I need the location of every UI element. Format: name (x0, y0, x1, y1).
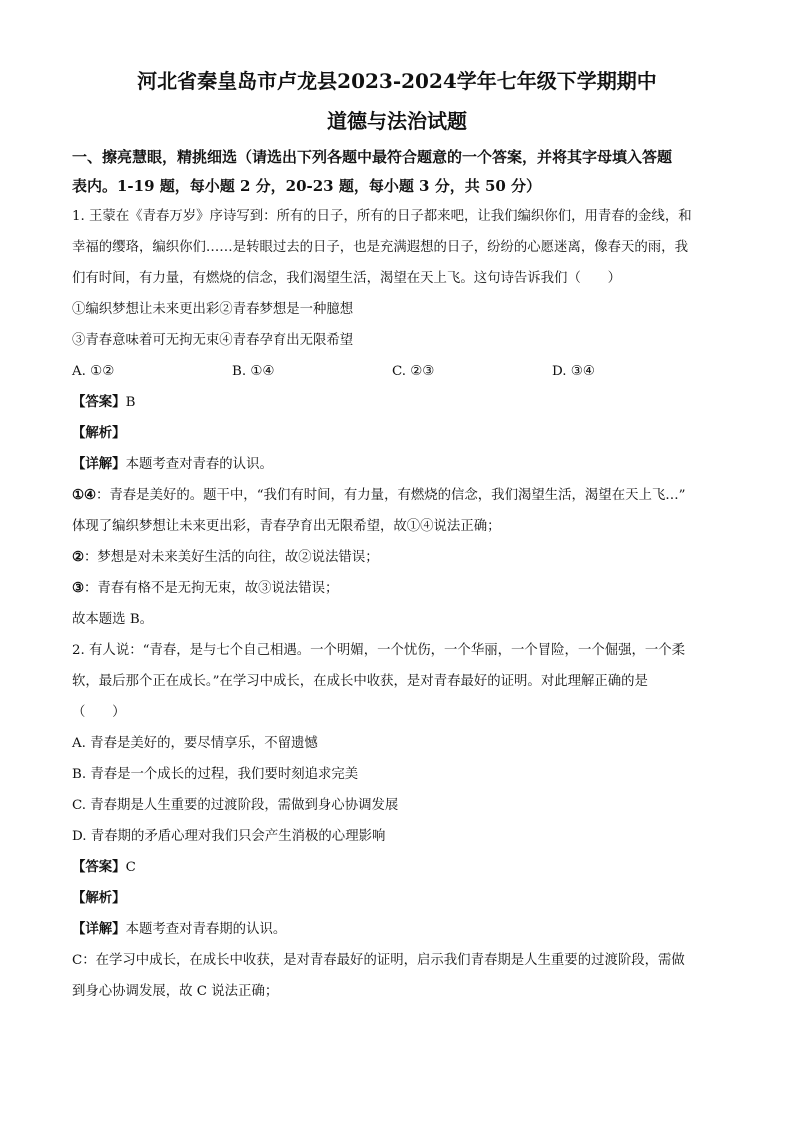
question-2-stem-line-1: 2. 有人说：“青春，是与七个自己相遇。一个明媚，一个忧伤，一个华丽，一个冒险，一个倔强，一个柔 (72, 643, 686, 658)
question-1-stem-line-2: 幸福的缨珞，编织你们……是转眼过去的日子，也是充满遐想的日子，纷纷的心愿迷离，像春天的雨，我 (72, 240, 688, 255)
question-2-explain-line-1: C：在学习中成长，在成长中收获，是对青春最好的证明，启示我们青春期是人生重要的过渡阶段，需做 (72, 953, 685, 968)
detail-label: 【详解】 (72, 456, 126, 472)
exam-title-line-1: 河北省秦皇岛市卢龙县2023-2024学年七年级下学期期中 (137, 69, 657, 93)
explain-tag: ② (72, 549, 85, 565)
question-1-detail (72, 449, 722, 480)
section-1-heading-line-1: 一、擦亮慧眼，精挑细选（请选出下列各题中最符合题意的一个答案，并将其字母填入答题 (72, 148, 673, 166)
detail-label: 【详解】 (72, 921, 126, 937)
explain-text: 体现了编织梦想让未来更出彩，青春孕育出无限希望，故①④说法正确； (72, 519, 501, 534)
question-1-explain-line-2 (72, 511, 722, 542)
question-2-detail (72, 914, 722, 945)
question-1-statements-line-2: ③青春意味着可无拘无束④青春孕育出无限希望 (72, 333, 354, 348)
question-2-analysis-label (72, 883, 722, 914)
answer-value: C (125, 860, 136, 875)
question-2-option-b: B. 青春是一个成长的过程，我们要时刻追求完美 (72, 767, 359, 782)
question-2-stem-line-2: 软，最后那个正在成长。”在学习中成长，在成长中收获，是对青春最好的证明。对此理解正确的是 (72, 674, 648, 689)
explain-text: ：青春有格不是无拘无束，故③说法错误； (84, 581, 339, 596)
question-1-explain-line-3 (72, 542, 722, 573)
explain-tag: ③ (72, 580, 85, 596)
question-2-option-c: C. 青春期是人生重要的过渡阶段，需做到身心协调发展 (72, 798, 399, 813)
question-1-analysis-label (72, 418, 722, 449)
answer-label: 【答案】 (72, 394, 126, 410)
question-1-explain-line-1 (72, 480, 722, 511)
question-1-option-d: D. ③④ (552, 364, 595, 379)
detail-text: 本题考查对青春期的认识。 (125, 922, 287, 937)
question-1-conclusion: 故本题选 B。 (72, 612, 154, 627)
analysis-label: 【解析】 (72, 890, 126, 906)
question-1-explain-line-4 (72, 573, 722, 604)
question-2 (72, 635, 722, 1007)
question-1-statements-line-1: ①编织梦想让未来更出彩②青春梦想是一种臆想 (72, 302, 354, 317)
document-page (72, 66, 722, 1007)
exam-title-line-2: 道德与法治试题 (327, 109, 467, 133)
question-1-stem-line-1: 1. 王蒙在《青春万岁》序诗写到：所有的日子，所有的日子都来吧，让我们编织你们，用青春的金线，和 (72, 209, 692, 224)
question-2-answer (72, 852, 722, 883)
question-1 (72, 201, 722, 635)
question-1-option-a: A. ①② (72, 364, 115, 379)
detail-text: 本题考查对青春的认识。 (125, 457, 273, 472)
analysis-label: 【解析】 (72, 425, 126, 441)
question-1-option-b: B. ①④ (232, 364, 275, 379)
explain-tag: ①④ (72, 487, 97, 503)
question-1-answer (72, 387, 722, 418)
question-2-stem-line-3: （ ） (72, 705, 126, 720)
question-2-option-d: D. 青春期的矛盾心理对我们只会产生消极的心理影响 (72, 829, 386, 844)
question-1-option-c: C. ②③ (392, 364, 435, 379)
question-1-stem-line-3: 们有时间，有力量，有燃烧的信念，我们渴望生活，渴望在天上飞。这句诗告诉我们（ ） (72, 271, 622, 286)
question-2-explain-line-2: 到身心协调发展，故 C 说法正确； (72, 984, 279, 999)
explain-text: ：青春是美好的。题干中，“我们有时间，有力量，有燃烧的信念，我们渴望生活，渴望在天上飞…” (96, 488, 686, 503)
question-1-options (72, 356, 722, 387)
explain-text: ：梦想是对未来美好生活的向往，故②说法错误； (84, 550, 379, 565)
answer-label: 【答案】 (72, 859, 126, 875)
section-1-heading-line-2: 表内。1-19 题，每小题 2 分，20-23 题，每小题 3 分，共 50 分） (72, 177, 542, 195)
question-2-option-a: A. 青春是美好的，要尽情享乐，不留遗憾 (72, 736, 318, 751)
section-1-heading (72, 143, 722, 201)
answer-value: B (125, 395, 136, 410)
